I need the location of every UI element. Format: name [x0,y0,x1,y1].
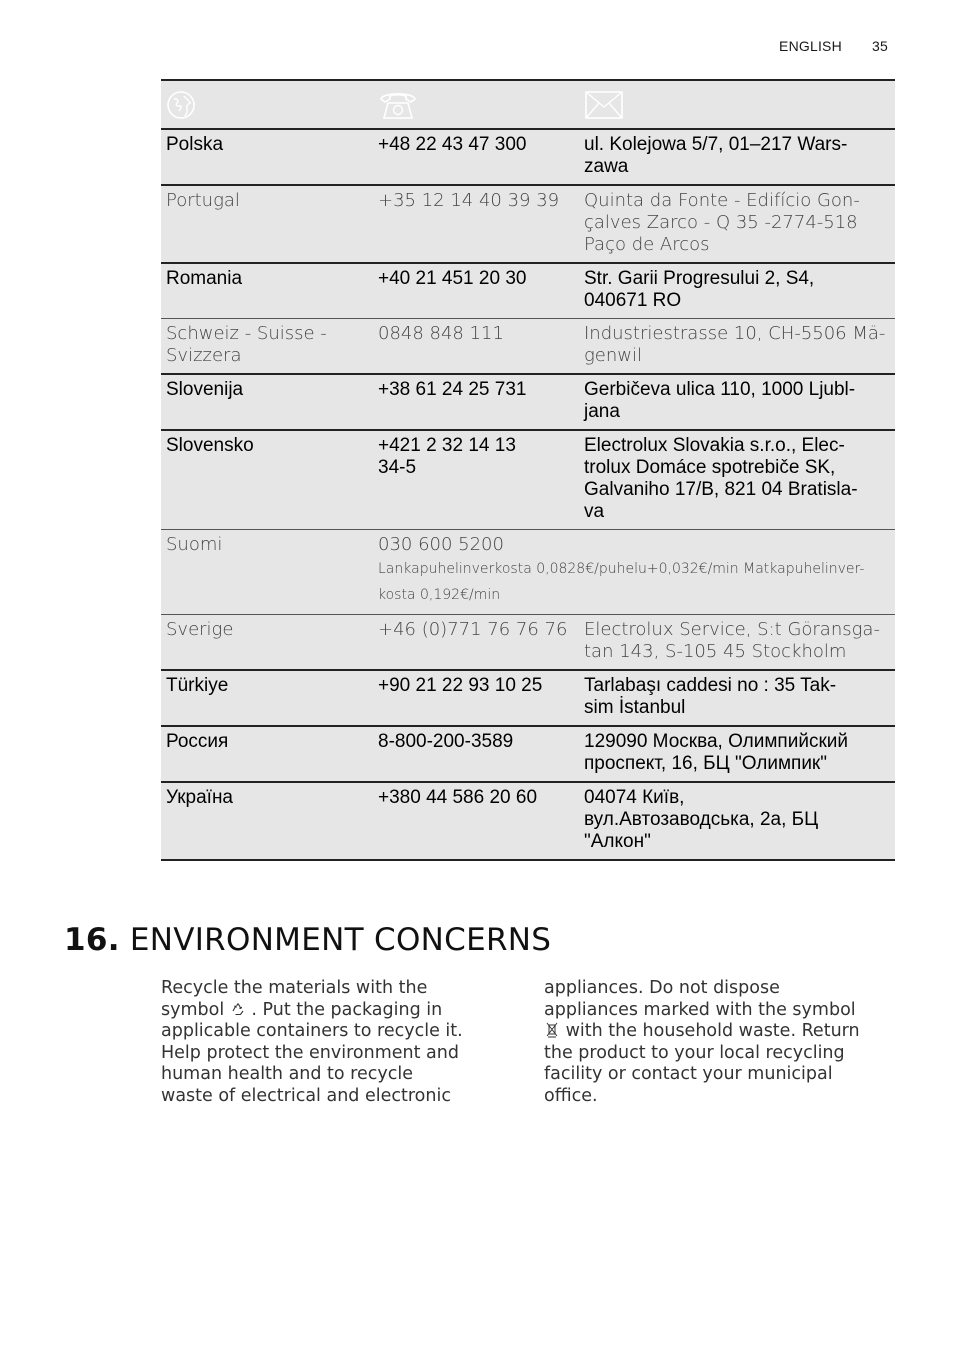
page-number: 35 [872,38,888,54]
section-title: ENVIRONMENT CONCERNS [129,922,552,958]
address-cell: Industriestrasse 10, CH-5506 Mä- genwil [584,323,886,366]
table-row-rossiya [161,727,895,783]
table-row-polska [161,130,895,186]
globe-icon [161,90,373,120]
phone-icon [373,89,581,121]
country-cell: Україна [166,787,234,808]
country-cell: Polska [166,134,224,155]
address-cell: Electrolux Service, S:t Göransga- tan 143, S-105 45 Stockholm [584,619,880,662]
address-cell: Tarlabaşı caddesi no : 35 Tak- sim İstanbul [584,675,837,718]
pricing-note: Lankapuhelinverkosta 0,0828€/puhelu+0,032€/min Matkapuhelinver- kosta 0,192€/min [378,561,865,603]
table-row-schweiz [161,319,895,375]
table-row-slovensko [161,431,895,530]
crossed-bin-icon [544,1021,560,1043]
phone-cell: +40 21 451 20 30 [378,268,527,289]
recycle-icon [230,1000,246,1022]
phone-cell: 8-800-200-3589 [378,731,514,752]
section-heading [64,922,551,958]
address-cell: Electrolux Slovakia s.r.o., Elec- trolux Domáce spotrebiče SK, Galvaniho 17/B, 821 04 Bratisla- va [584,435,858,522]
phone-cell: +38 61 24 25 731 [378,379,527,400]
language-label: ENGLISH [779,38,842,54]
page-header [779,38,888,54]
address-cell: Gerbičeva ulica 110, 1000 Ljubl- jana [584,379,856,422]
country-cell: Slovenija [166,379,244,400]
phone-cell: +46 (0)771 76 76 76 [378,619,568,640]
phone-cell: +35 12 14 40 39 39 [378,190,560,211]
table-header-row [161,81,895,130]
body-text: . Put the packaging in applicable containers to recycle it. Help protect the environment and human health and to recycle waste of electrical and electronic [161,999,463,1106]
body-text: appliances. Do not dispose appliances marked with the symbol [544,978,856,1020]
table-row-suomi [161,530,895,615]
phone-cell: 0848 848 111 [378,323,504,344]
body-text: with the household waste. Return the product to your local recycling facility or contact your municipal office. [544,1021,860,1106]
table-row-sverige [161,615,895,671]
body-text-left [161,978,466,1108]
country-cell: Sverige [166,619,234,640]
country-cell: Slovensko [166,435,254,456]
table-row-ukraina [161,783,895,859]
country-cell: Suomi [166,534,223,555]
address-cell: 129090 Москва, Олимпийский проспект, 16, БЦ "Олимпик" [584,731,848,774]
address-cell: 04074 Київ, вул.Автозаводська, 2а, БЦ "Алкон" [584,787,819,852]
table-row-romania [161,264,895,319]
phone-cell: +48 22 43 47 300 [378,134,527,155]
phone-cell: 030 600 5200 [378,534,504,555]
country-cell: Romania [166,268,243,289]
envelope-icon [581,90,895,120]
address-cell: Str. Garii Progresului 2, S4, 040671 RO [584,268,815,311]
body-text-right [544,978,874,1108]
country-cell: Россия [166,731,229,752]
section-number: 16. [64,922,120,958]
body-text: Recycle the materials with the symbol [161,978,428,1020]
phone-cell: +90 21 22 93 10 25 [378,675,543,696]
table-row-turkiye [161,671,895,727]
country-cell: Türkiye [166,675,229,696]
phone-cell: +421 2 32 14 13 34-5 [378,435,516,478]
table-row-portugal [161,186,895,264]
country-cell: Schweiz - Suisse - Svizzera [166,323,327,366]
phone-cell: +380 44 586 20 60 [378,787,538,808]
suomi-contact-cell [373,534,895,608]
address-cell: Quinta da Fonte - Edifício Gon- çalves Zarco - Q 35 -2774-518 Paço de Arcos [584,190,860,255]
address-cell: ul. Kolejowa 5/7, 01–217 Wars- zawa [584,134,848,177]
country-cell: Portugal [166,190,240,211]
service-contacts-table [161,79,895,861]
table-row-slovenija [161,375,895,431]
